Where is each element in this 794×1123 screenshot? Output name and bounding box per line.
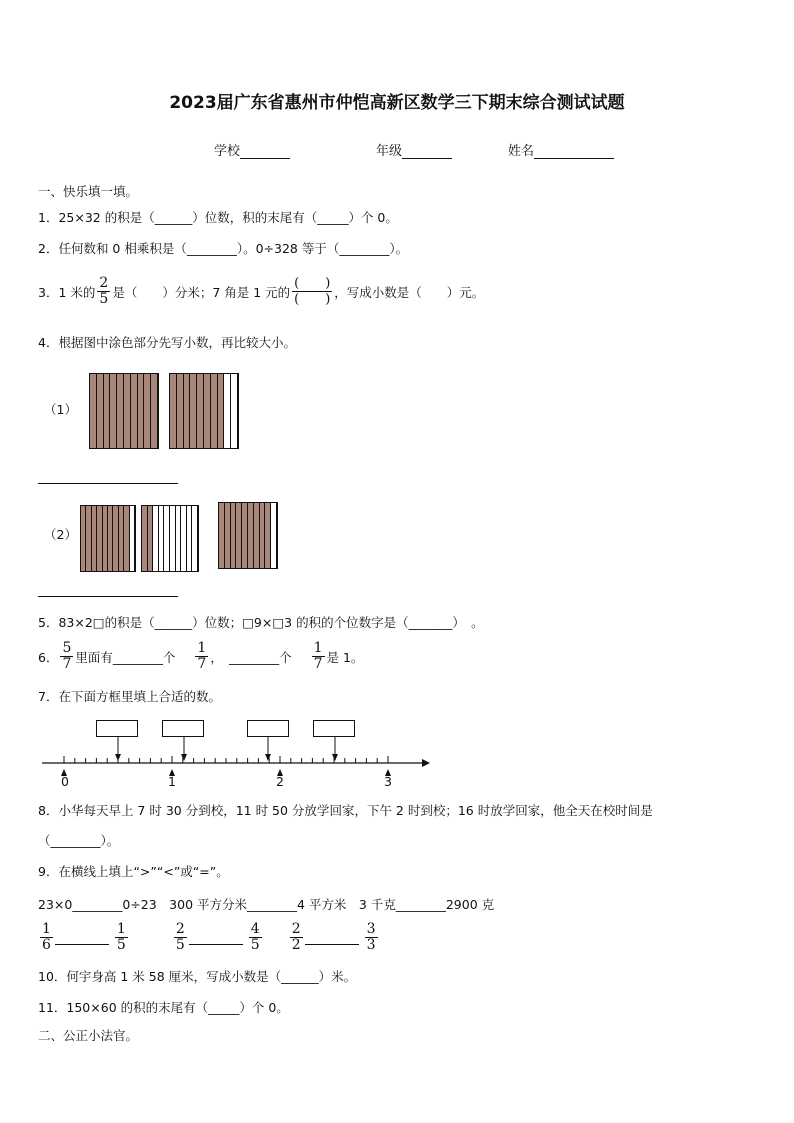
grid-strip: [124, 374, 131, 448]
tick-label-2: 2: [276, 774, 284, 789]
name-label: 姓名: [508, 144, 535, 159]
question-6: [38, 641, 363, 672]
number-line-box-1[interactable]: [96, 720, 138, 737]
grid-strip: [177, 374, 184, 448]
q4-grid-2b: [141, 505, 199, 572]
q4-answer-line-1: [38, 483, 178, 484]
grid-strip: [144, 374, 151, 448]
question-5: 5．83×2□的积是（______）位数；□9×□3 的积的个位数字是（_______） 。: [38, 615, 484, 630]
school-field: [214, 140, 290, 159]
grid-strip: [130, 506, 135, 571]
q6-text-a: 6．: [38, 649, 59, 665]
question-7: 7．在下面方框里填上合适的数。: [38, 689, 221, 704]
grade-field: [376, 140, 452, 159]
box-pointer-head: [181, 754, 187, 761]
q4-grid-2c: [218, 502, 278, 569]
grid-strip: [90, 374, 97, 448]
grid-strip: [170, 374, 177, 448]
question-8-line-1: 8．小华每天早上 7 时 30 分到校，11 时 50 分放学回家，下午 2 时到校；16 时放学回家，他全天在校时间是: [38, 803, 653, 818]
question-9: 9．在横线上填上“>”“<”或“=”。: [38, 864, 229, 879]
number-line-arrow: [422, 759, 430, 767]
grid-strip: [211, 374, 218, 448]
grid-strip: [271, 503, 277, 568]
q4-grid-1b: [169, 373, 239, 449]
q6-fraction-1: $\frac{5}{7}$: [62, 640, 72, 672]
school-label: 学校: [214, 144, 241, 159]
q6-text-b: 里面有________个: [75, 649, 176, 665]
question-8-line-2: （________）。: [38, 833, 120, 848]
q4-grid-1a: [89, 373, 159, 449]
grade-label: 年级: [376, 144, 403, 159]
grid-strip: [224, 374, 231, 448]
q6-text-c: ， ________个: [210, 649, 292, 665]
grid-strip: [204, 374, 211, 448]
q9-frac-1b: $\frac{1}{5}$: [116, 921, 126, 953]
grid-strip: [151, 374, 158, 448]
q4-grid-2a: [80, 505, 136, 572]
q3-fraction-1: $\frac{2}{5}$: [99, 275, 109, 307]
box-pointer-head: [332, 754, 338, 761]
number-line-box-4[interactable]: [313, 720, 355, 737]
page-title: 2023届广东省惠州市仲恺高新区数学三下期末综合测试试题: [169, 93, 625, 113]
name-field: [508, 140, 614, 159]
q4-label-1: （1）: [44, 402, 77, 417]
question-4: 4．根据图中涂色部分先写小数，再比较大小。: [38, 335, 296, 350]
number-line-box-3[interactable]: [247, 720, 289, 737]
question-9-row-2: [38, 922, 380, 953]
q4-answer-line-2: [38, 596, 178, 597]
grid-strip: [97, 374, 104, 448]
tick-label-0: 0: [61, 774, 69, 789]
section-2-heading: 二、公正小法官。: [38, 1028, 139, 1043]
grid-strip: [231, 374, 238, 448]
q3-text-c: ，写成小数是（ ）元。: [334, 284, 485, 300]
q9-frac-3b: $\frac{3}{3}$: [366, 921, 376, 953]
question-9-row-1: 23×0________0÷23 300 平方分米________4 平方米 3 千克________2900 克: [38, 897, 495, 912]
q6-text-d: 是 1。: [326, 649, 364, 665]
box-pointer-head: [265, 754, 271, 761]
grid-strip: [197, 374, 204, 448]
q9-frac-2b: $\frac{4}{5}$: [250, 921, 260, 953]
question-10: 10．何宇身高 1 米 58 厘米，写成小数是（______）米。: [38, 969, 357, 984]
tick-label-3: 3: [384, 774, 392, 789]
question-2: 2．任何数和 0 相乘积是（________）。0÷328 等于（________）。: [38, 241, 409, 256]
q4-label-2: （2）: [44, 527, 77, 542]
q6-fraction-2: $\frac{1}{7}$: [197, 640, 207, 672]
q9-frac-3a: $\frac{2}{2}$: [291, 921, 301, 953]
q3-text-b: 是（ ）分米；7 角是 1 元的: [112, 284, 291, 300]
grid-strip: [192, 506, 198, 571]
grid-strip: [117, 374, 124, 448]
grid-strip: [218, 374, 225, 448]
grid-strip: [110, 374, 117, 448]
grid-strip: [184, 374, 191, 448]
box-pointer-head: [115, 754, 121, 761]
grid-strip: [131, 374, 138, 448]
question-1: 1．25×32 的积是（______）位数，积的末尾有（_____）个 0。: [38, 210, 398, 225]
q9-frac-1a: $\frac{1}{6}$: [42, 921, 51, 953]
question-3: [38, 276, 484, 307]
q3-fraction-2: $\frac{( )}{( )}$: [294, 276, 331, 307]
q9-frac-2a: $\frac{2}{5}$: [175, 921, 185, 953]
number-line-box-2[interactable]: [162, 720, 204, 737]
q3-text-a: 3．1 米的: [38, 284, 96, 300]
q6-fraction-3: $\frac{1}{7}$: [313, 640, 323, 672]
tick-label-1: 1: [168, 774, 176, 789]
grid-strip: [138, 374, 145, 448]
section-1-heading: 一、快乐填一填。: [38, 184, 139, 199]
grid-strip: [190, 374, 197, 448]
question-11: 11．150×60 的积的末尾有（_____）个 0。: [38, 1000, 289, 1015]
grid-strip: [104, 374, 111, 448]
